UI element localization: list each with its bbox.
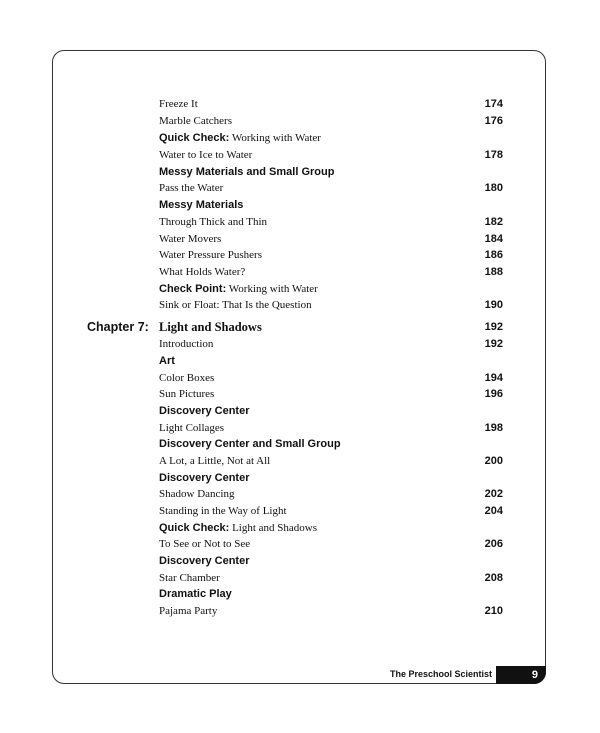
entry-title: Color Boxes: [159, 372, 215, 384]
list-item: [0, 353, 600, 370]
entry-title: Light Collages: [159, 422, 225, 434]
entry-label: [159, 96, 198, 113]
list-item: [0, 130, 600, 147]
list-item: [0, 180, 600, 197]
entry-label: [159, 386, 214, 403]
page-number: 200: [484, 455, 503, 467]
section-heading: Discovery Center: [159, 555, 250, 567]
list-item: [0, 164, 600, 181]
entry-label: [159, 281, 318, 298]
footer-book-title: The Preschool Scientist: [389, 669, 492, 679]
entry-title: Sun Pictures: [159, 388, 215, 400]
entry-label: [159, 486, 234, 503]
entry-title: A Lot, a Little, Not at All: [159, 455, 271, 467]
entry-label: [159, 247, 262, 264]
page-number: 182: [484, 216, 503, 228]
entry-title: Standing in the Way of Light: [159, 505, 287, 517]
list-item: [0, 231, 600, 248]
page-number: 184: [484, 233, 503, 245]
entry-title: Shadow Dancing: [159, 488, 235, 500]
entry-label: [159, 130, 321, 147]
entry-label: [159, 113, 232, 130]
entry-title: Water to Ice to Water: [159, 149, 253, 161]
entry-prefix: Check Point:: [159, 283, 227, 295]
list-item: [0, 603, 600, 620]
list-item: [0, 96, 600, 113]
list-item: [0, 319, 600, 336]
list-item: [0, 147, 600, 164]
list-item: [0, 214, 600, 231]
page-number: 192: [484, 321, 503, 333]
entry-title: Star Chamber: [159, 572, 220, 584]
page-number: 178: [484, 149, 503, 161]
list-item: [0, 197, 600, 214]
list-item: [0, 386, 600, 403]
page-number: 180: [484, 182, 503, 194]
entry-title: Water Pressure Pushers: [159, 249, 262, 261]
list-item: [0, 520, 600, 537]
entry-label: [159, 336, 213, 353]
entry-label: [159, 147, 252, 164]
list-item: [0, 570, 600, 587]
section-heading: Messy Materials and Small Group: [159, 166, 335, 178]
entry-label: [159, 570, 220, 587]
entry-title: To See or Not to See: [159, 538, 251, 550]
page-number: 202: [484, 488, 503, 500]
list-item: [0, 281, 600, 298]
chapter-title: Light and Shadows: [159, 320, 262, 334]
entry-label: [159, 180, 223, 197]
entry-title: Pajama Party: [159, 605, 218, 617]
entry-title: Water Movers: [159, 233, 222, 245]
entry-label: [159, 264, 245, 281]
entry-prefix: Quick Check:: [159, 522, 230, 534]
entry-title: Marble Catchers: [159, 115, 232, 127]
entry-label: [159, 603, 217, 620]
page-number: 208: [484, 572, 503, 584]
page-number: 186: [484, 249, 503, 261]
list-item: [0, 264, 600, 281]
list-item: [0, 420, 600, 437]
page-number: 210: [484, 605, 503, 617]
entry-title: What Holds Water?: [159, 266, 246, 278]
page-number: 174: [484, 98, 503, 110]
entry-label: [159, 214, 267, 231]
entry-label: [159, 520, 317, 537]
page-number: 194: [484, 372, 503, 384]
entry-title: Freeze It: [159, 98, 198, 110]
section-heading: Discovery Center: [159, 472, 250, 484]
section-heading: Discovery Center and Small Group: [159, 438, 341, 450]
section-heading: Art: [159, 355, 175, 367]
page-number: 176: [484, 115, 503, 127]
page-number: 206: [484, 538, 503, 550]
entry-label: [159, 370, 214, 387]
entry-label: [159, 503, 287, 520]
page-number: 188: [484, 266, 503, 278]
list-item: [0, 403, 600, 420]
entry-title: Pass the Water: [159, 182, 224, 194]
list-item: [0, 470, 600, 487]
entry-title: Through Thick and Thin: [159, 216, 268, 228]
page-number: 204: [484, 505, 503, 517]
entry-title: Light and Shadows: [229, 522, 318, 534]
entry-label: [159, 536, 250, 553]
list-item: [0, 553, 600, 570]
section-heading: Messy Materials: [159, 199, 244, 211]
list-item: [0, 336, 600, 353]
list-item: [0, 370, 600, 387]
entry-title: Sink or Float: That Is the Question: [159, 299, 312, 311]
entry-title: Introduction: [159, 338, 214, 350]
entry-title: Working with Water: [226, 283, 318, 295]
list-item: [0, 536, 600, 553]
list-item: [0, 247, 600, 264]
list-item: [0, 503, 600, 520]
section-heading: Discovery Center: [159, 405, 250, 417]
list-item: [0, 297, 600, 314]
entry-label: [159, 420, 224, 437]
entry-title: Working with Water: [229, 132, 321, 144]
entry-label: [159, 297, 312, 314]
page-number: 192: [484, 338, 503, 350]
entry-label: [159, 231, 221, 248]
page-number: 196: [484, 388, 503, 400]
entry-label: [159, 453, 270, 470]
entry-prefix: Quick Check:: [159, 132, 230, 144]
chapter-number: Chapter 7:: [87, 320, 149, 334]
page-number: 198: [484, 422, 503, 434]
footer-page-number: 9: [496, 666, 546, 684]
section-heading: Dramatic Play: [159, 588, 232, 600]
list-item: [0, 586, 600, 603]
list-item: [0, 113, 600, 130]
page-number: 190: [484, 299, 503, 311]
list-item: [0, 453, 600, 470]
list-item: [0, 436, 600, 453]
list-item: [0, 486, 600, 503]
